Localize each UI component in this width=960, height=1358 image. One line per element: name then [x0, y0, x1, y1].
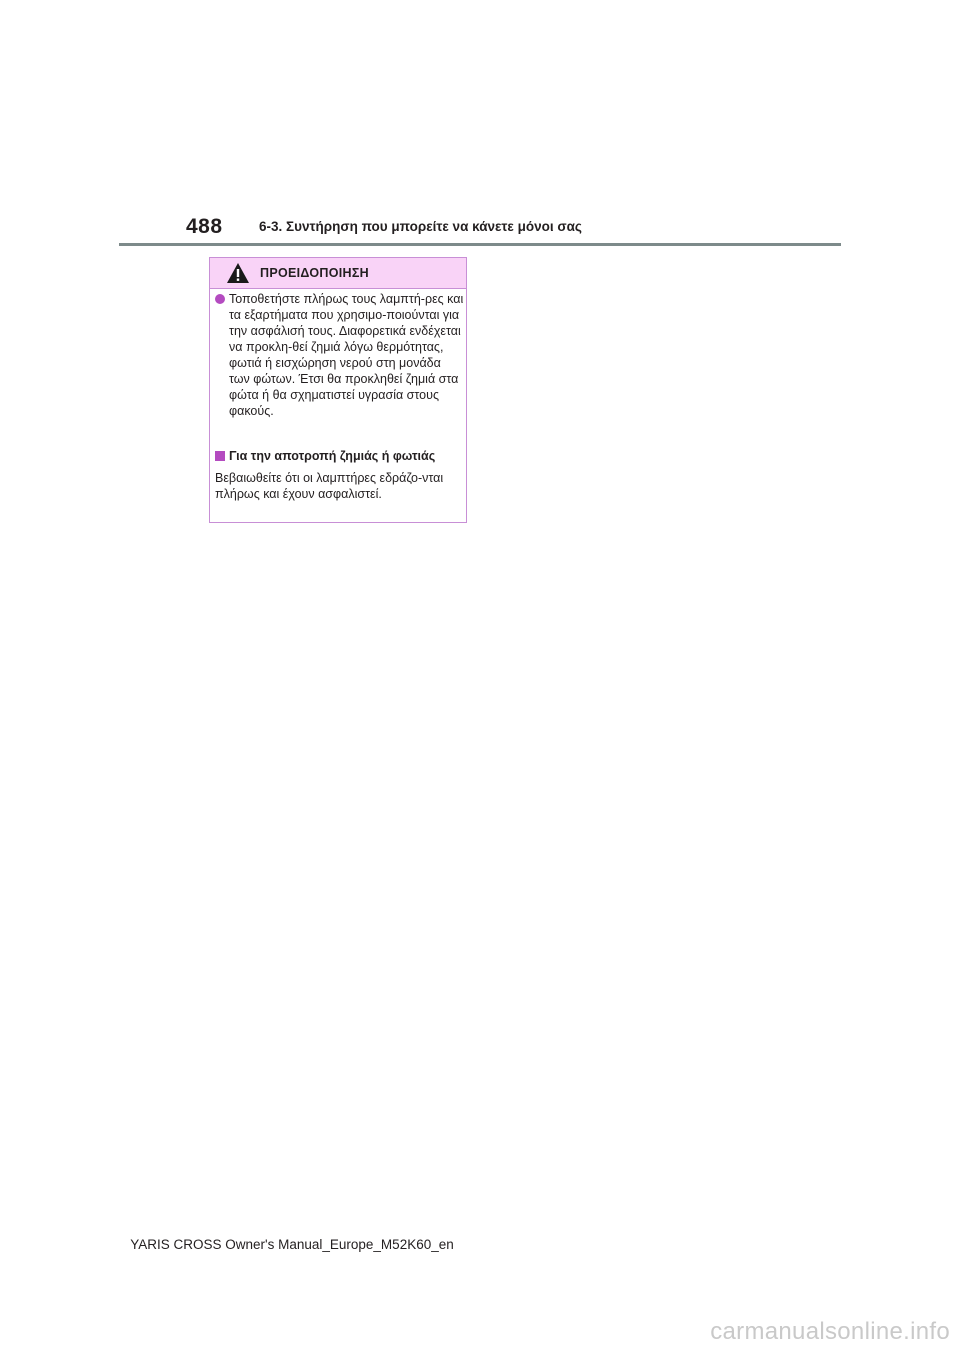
bullet-text: Τοποθετήστε πλήρως τους λαμπτή-ρες και τα εξαρτήματα που χρησιμο-ποιούνται για την ασφάλισή τους. Διαφορετικά ενδέχεται να προκλη-θεί ζημιά λόγω θερμότητας, φωτιά ή εισχώρηση νερού στη μονάδα των φώτων. Έτσι θα προκληθεί ζημιά στα φώτα ή θα σχηματιστεί υγρασία στους φακούς.: [229, 292, 464, 418]
warning-header: [210, 258, 466, 289]
subheading: Για την αποτροπή ζημιάς ή φωτιάς: [229, 449, 436, 463]
warning-triangle-icon: [226, 262, 250, 284]
square-bullet-icon: [215, 451, 225, 461]
warning-box: [209, 257, 467, 523]
warning-bullet: [215, 291, 465, 419]
subhead-row: [215, 448, 465, 464]
footer: [0, 1237, 960, 1252]
bullet-dot-icon: [215, 294, 225, 304]
page-number: 488: [186, 215, 223, 238]
bullet-row: [215, 291, 465, 419]
watermark: carmanualsonline.info: [710, 1318, 950, 1345]
warning-title: ΠΡΟΕΙΔΟΠΟΙΗΣΗ: [260, 266, 369, 280]
warning-subsection: [215, 448, 465, 502]
footer-text: YARIS CROSS Owner's Manual_Europe_M52K60_en: [130, 1237, 454, 1252]
header-rule: [119, 243, 841, 246]
subsection-paragraph: Βεβαιωθείτε ότι οι λαμπτήρες εδράζο-νται πλήρως και έχουν ασφαλιστεί.: [215, 471, 444, 501]
section-title: 6-3. Συντήρηση που μπορείτε να κάνετε μόνοι σας: [259, 219, 582, 234]
